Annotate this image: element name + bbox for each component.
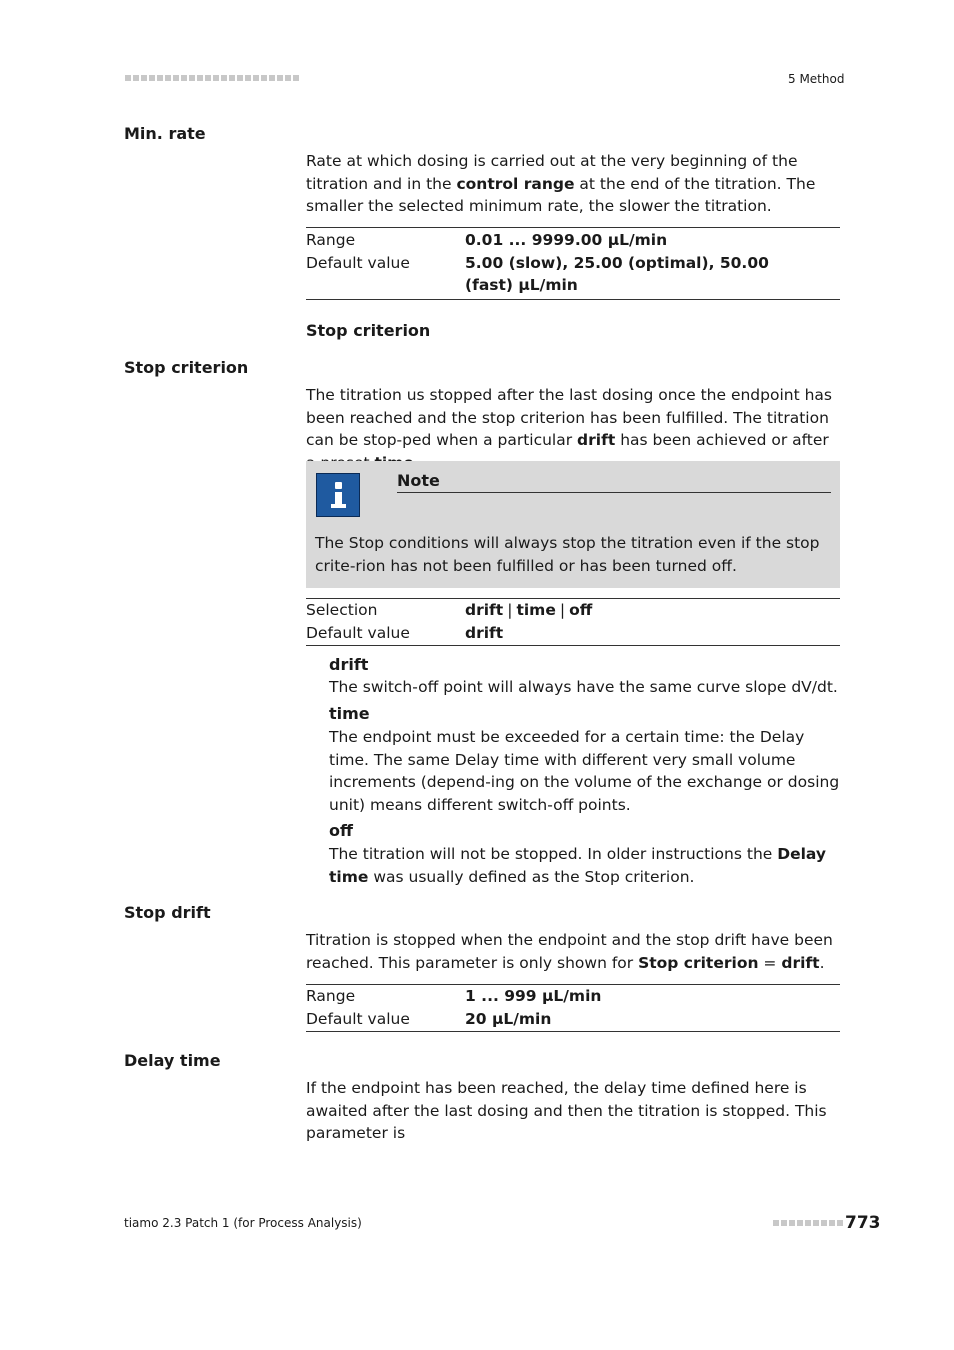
stop-criterion-subheading: Stop criterion: [306, 321, 431, 340]
range-value: 0.01 ... 9999.00 µL/min: [465, 231, 668, 249]
default-label: Default value: [306, 623, 410, 642]
option-time-description: The endpoint must be exceeded for a certain time: the Delay time. The same Delay time with different very small volume increments (depend-ing on the volume of the exchange or dosing unit) means different switch-off points.: [329, 728, 840, 814]
header-decoration: [125, 75, 299, 81]
default-label: Default value: [306, 1009, 410, 1028]
selection-row: [306, 599, 840, 622]
option-time-name: time: [329, 704, 370, 723]
delay-time-description: If the endpoint has been reached, the delay time defined here is awaited after the last dosing and then the titration is stopped. This parameter is: [306, 1079, 827, 1142]
range-label: Range: [306, 987, 356, 1005]
default-value: 20 µL/min: [465, 1009, 552, 1028]
selection-label: Selection: [306, 601, 378, 619]
note-title: Note: [397, 471, 831, 493]
footer-decoration: [773, 1220, 843, 1226]
default-row: [306, 252, 840, 297]
chapter-title: 5 Method: [788, 72, 845, 86]
min-rate-table: [306, 227, 840, 300]
stop-drift-heading: Stop drift: [124, 903, 211, 922]
range-row: [306, 229, 840, 252]
info-icon: [316, 473, 360, 517]
default-row: [306, 1008, 840, 1031]
delay-time-heading: Delay time: [124, 1051, 221, 1070]
min-rate-heading: Min. rate: [124, 124, 206, 143]
option-off-name: off: [329, 821, 353, 840]
footer-product: tiamo 2.3 Patch 1 (for Process Analysis): [124, 1216, 362, 1230]
default-value: 5.00 (slow), 25.00 (optimal), 50.00 (fast) µL/min: [465, 253, 769, 294]
range-label: Range: [306, 231, 356, 249]
note-box: [306, 461, 840, 588]
stop-criterion-table: [306, 598, 840, 646]
min-rate-description: Rate at which dosing is carried out at the very beginning of the titration and in the control range at the end of the titration. The smaller the selected minimum rate, the slower the titration.: [306, 152, 816, 215]
option-drift-description: The switch-off point will always have the same curve slope dV/dt.: [329, 678, 838, 696]
stop-criterion-heading: Stop criterion: [124, 358, 249, 377]
note-text: The Stop conditions will always stop the titration even if the stop crite-rion has not been fulfilled or has been turned off.: [315, 534, 820, 575]
default-label: Default value: [306, 253, 410, 272]
page-number: 773: [845, 1213, 881, 1233]
option-off-description: The titration will not be stopped. In older instructions the Delay time was usually defined as the Stop criterion.: [329, 845, 827, 886]
range-row: [306, 985, 840, 1008]
default-row: [306, 622, 840, 645]
stop-criterion-description: The titration us stopped after the last dosing once the endpoint has been reached and the stop criterion has been fulfilled. The titration can be stop-ped when a particular drift has been achieved or after: [306, 386, 832, 449]
range-value: 1 ... 999 µL/min: [465, 987, 602, 1005]
default-value: drift: [465, 623, 504, 642]
stop-drift-table: [306, 984, 840, 1032]
option-drift-name: drift: [329, 655, 369, 674]
selection-value: drift | time | off: [465, 601, 593, 619]
stop-drift-description: Titration is stopped when the endpoint and the stop drift have been reached. This parameter is only shown for Stop criterion = drift.: [306, 931, 833, 972]
